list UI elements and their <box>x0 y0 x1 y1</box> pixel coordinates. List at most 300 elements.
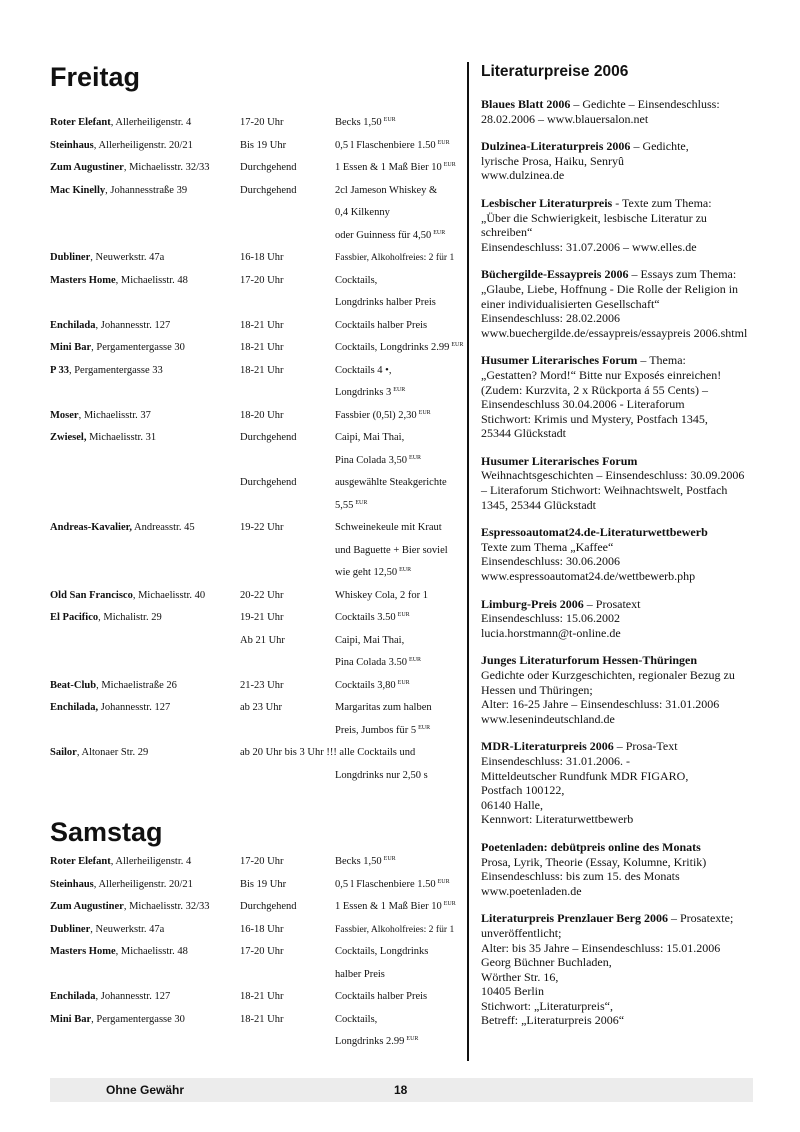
offer-text: Cocktails, <box>335 274 378 286</box>
offer-text: Fassbier, Alkoholfreies: 2 für 1 <box>335 252 455 263</box>
prize-entry <box>481 840 771 898</box>
offer-text: Pina Colada 3,50 <box>335 454 408 466</box>
prize-detail-line: Kennwort: Literaturwettbewerb <box>481 812 634 827</box>
venue-address: , Neuwerkstr. 47a <box>90 923 165 935</box>
table-row <box>50 1014 458 1037</box>
prize-summary: – Prosa-Text <box>613 739 678 754</box>
offer-text: Cocktails 3.50 <box>335 612 396 623</box>
prize-detail-line: Hessen und Thüringen; <box>481 682 593 697</box>
prize-name: Blaues Blatt 2006 <box>481 97 571 111</box>
prize-detail-line: 1345, 25344 Glückstadt <box>481 497 596 512</box>
prize-heading-line <box>481 911 771 926</box>
venue-name: Sailor <box>50 747 77 758</box>
offer-text: Becks 1,50 <box>335 117 382 128</box>
time-cell: 18-21 Uhr <box>240 342 284 353</box>
time-cell: Ab 21 Uhr <box>240 634 285 646</box>
offer-text: Margaritas zum halben <box>335 702 432 713</box>
venue-name: Andreas-Kavalier, <box>50 522 132 533</box>
currency-label: EUR <box>437 139 450 146</box>
prize-heading-line <box>481 739 771 754</box>
table-row <box>50 252 458 275</box>
currency-label: EUR <box>433 229 446 236</box>
prize-detail-line: schreiben“ <box>481 225 533 240</box>
offer-cell <box>335 991 427 1002</box>
table-row <box>50 432 458 455</box>
venue-name: Dubliner <box>50 923 91 935</box>
offer-cell <box>335 522 442 533</box>
offer-cell <box>335 612 410 623</box>
time-cell: 19-22 Uhr <box>240 522 284 533</box>
offer-cell <box>335 387 405 398</box>
prize-heading-line <box>481 597 771 612</box>
venue-cell <box>50 365 163 376</box>
offer-text: Caipi, Mai Thai, <box>335 432 405 443</box>
table-row <box>50 657 458 680</box>
venue-address: , Michaelistraße 26 <box>96 679 177 691</box>
prize-name: Husumer Literarisches Forum <box>481 353 638 368</box>
offer-text: 1 Essen & 1 Maß Bier 10 <box>335 901 442 912</box>
prize-heading-line <box>481 196 771 211</box>
offer-cell <box>335 500 367 511</box>
time-cell: Durchgehend <box>240 477 297 488</box>
prize-heading-line <box>481 353 771 368</box>
venue-cell <box>50 946 188 957</box>
offer-text: Whiskey Cola, 2 for 1 <box>335 589 429 601</box>
prize-detail-line: www.poetenladen.de <box>481 883 582 898</box>
table-row <box>50 635 458 658</box>
table-row <box>50 567 458 590</box>
prize-detail-line: Stichwort: „Literaturpreis“, <box>481 998 613 1013</box>
prize-detail-line: Betreff: „Literaturpreis 2006“ <box>481 1013 625 1028</box>
venue-address: , Pergamentergasse 30 <box>91 1013 185 1025</box>
venue-cell <box>50 162 210 173</box>
offer-text: 5,55 <box>335 499 354 511</box>
table-row <box>50 117 458 140</box>
prize-summary: – Prosatexte; <box>667 911 734 926</box>
offer-text: Fassbier (0,5l) 2,30 <box>335 409 417 421</box>
currency-label: EUR <box>437 878 450 885</box>
venue-name: Moser <box>50 409 79 421</box>
time-cell: 17-20 Uhr <box>240 274 284 286</box>
venue-address: , Johannesstr. 127 <box>95 991 171 1002</box>
currency-label: EUR <box>399 567 412 573</box>
time-cell: 16-18 Uhr <box>240 252 284 263</box>
venue-address: , Allerheiligenstr. 4 <box>110 117 192 128</box>
prize-entry <box>481 597 771 641</box>
prize-detail-line: www.lesenindeutschland.de <box>481 711 615 726</box>
time-cell: 17-20 Uhr <box>240 117 284 128</box>
table-row <box>50 185 458 208</box>
time-cell: Durchgehend <box>240 162 297 173</box>
prize-detail-line: www.buechergilde.de/essaypreis/essaypreis 2006.shtml <box>481 325 748 340</box>
table-row <box>50 680 458 703</box>
offer-text: Longdrinks 2.99 <box>335 1036 405 1047</box>
venue-name: Enchilada <box>50 319 96 331</box>
offer-cell <box>335 432 404 443</box>
offer-cell <box>335 342 463 353</box>
currency-label: EUR <box>409 454 422 461</box>
offer-text: 2cl Jameson Whiskey & <box>335 184 438 196</box>
offer-cell <box>335 567 411 578</box>
prize-detail-line: 28.02.2006 – www.blauersalon.net <box>481 111 649 126</box>
venue-cell <box>50 275 188 286</box>
currency-label: EUR <box>383 856 396 862</box>
prize-name: Büchergilde-Essaypreis 2006 <box>481 267 629 282</box>
time-cell: ab 20 Uhr bis 3 Uhr !!! alle Cocktails und <box>240 747 416 758</box>
time-cell: 17-20 Uhr <box>240 856 284 867</box>
prize-name: Poetenladen: debütpreis online des Monats <box>481 839 701 854</box>
prize-detail-line: Einsendeschluss: 30.06.2006 <box>481 554 620 569</box>
table-row <box>50 207 458 230</box>
time-cell: Bis 19 Uhr <box>240 878 287 890</box>
venue-cell <box>50 117 191 128</box>
prize-summary: - Texte zum Thema: <box>612 195 712 210</box>
offer-text: Longdrinks nur 2,50 s <box>335 769 428 781</box>
friday-list <box>50 117 464 792</box>
currency-label: EUR <box>418 409 431 416</box>
venue-address: , Michalistr. 29 <box>98 612 162 623</box>
prize-name: Literaturpreis Prenzlauer Berg 2006 <box>481 911 668 926</box>
currency-label: EUR <box>443 901 456 907</box>
venue-address: , Allerheiligenstr. 20/21 <box>93 878 193 890</box>
offer-text: Becks 1,50 <box>335 856 382 867</box>
venue-cell <box>50 901 210 912</box>
offer-cell <box>335 635 404 646</box>
prize-entry <box>481 353 771 441</box>
prize-detail-line: Prosa, Lyrik, Theorie (Essay, Kolumne, Kritik) <box>481 854 707 869</box>
footer-disclaimer: Ohne Gewähr <box>106 1083 185 1097</box>
prize-name: MDR-Literaturpreis 2006 <box>481 739 614 754</box>
prize-heading-line <box>481 653 771 668</box>
offer-text: wie geht 12,50 <box>335 567 398 578</box>
offer-text: Longdrinks 3 <box>335 387 392 398</box>
prize-detail-line: www.espressoautomat24.de/wettbewerb.php <box>481 569 696 584</box>
time-cell: 21-23 Uhr <box>240 679 284 691</box>
venue-cell <box>50 522 195 533</box>
time-cell: Durchgehend <box>240 901 297 912</box>
prize-detail-line: Alter: 16-25 Jahre – Einsendeschluss: 31.01.2006 <box>481 697 720 712</box>
table-row <box>50 500 458 523</box>
offer-cell <box>335 725 430 736</box>
table-row <box>50 140 458 163</box>
venue-name: Enchilada <box>50 991 96 1002</box>
column-divider <box>467 62 469 1061</box>
currency-label: EUR <box>451 342 464 348</box>
prize-detail-line: „Glaube, Liebe, Hoffnung - Die Rolle der Religion in <box>481 281 739 296</box>
venue-name: Zwiesel, <box>50 432 87 443</box>
offer-text: Cocktails, <box>335 1013 378 1025</box>
prize-detail-line: lucia.horstmann@t-online.de <box>481 625 621 640</box>
offer-cell <box>335 455 421 466</box>
prize-summary: – Gedichte, <box>630 139 689 154</box>
table-row <box>50 879 458 902</box>
offer-cell <box>335 140 450 151</box>
venue-name: El Pacifico <box>50 612 99 623</box>
offer-cell <box>335 117 396 128</box>
prize-list <box>481 97 771 1028</box>
prize-entry <box>481 454 771 512</box>
prize-detail-line: 25344 Glückstadt <box>481 426 566 441</box>
offer-text: 0,4 Kilkenny <box>335 207 390 218</box>
offer-text: 1 Essen & 1 Maß Bier 10 <box>335 162 442 173</box>
venue-cell <box>50 185 187 196</box>
offer-cell <box>335 162 456 173</box>
table-row <box>50 770 458 793</box>
prize-entry <box>481 97 771 126</box>
venue-address: , Michaelisstr. 32/33 <box>123 901 210 912</box>
offer-cell <box>335 969 385 980</box>
venue-address: , Johannesstraße 39 <box>105 184 188 196</box>
table-row <box>50 387 458 410</box>
prize-detail-line: Einsendeschluss: 31.07.2006 – www.elles.de <box>481 239 697 254</box>
prize-entry <box>481 267 771 340</box>
offer-cell <box>335 297 436 308</box>
venue-cell <box>50 1014 185 1025</box>
table-row <box>50 455 458 478</box>
prize-detail-line: Gedichte oder Kurzgeschichten, regionaler Bezug zu <box>481 668 735 682</box>
venue-address: , Michaelisstr. 48 <box>115 274 188 286</box>
offer-cell <box>335 879 450 890</box>
offer-text: Schweinekeule mit Kraut <box>335 522 442 533</box>
offer-text: 0,5 l Flaschenbiere 1.50 <box>335 878 436 890</box>
table-row <box>50 969 458 992</box>
venue-cell <box>50 856 191 867</box>
venue-address: Michaelisstr. 31 <box>86 432 157 443</box>
time-cell: 18-21 Uhr <box>240 991 284 1002</box>
offer-cell <box>335 924 454 935</box>
offer-cell <box>335 657 421 668</box>
offer-cell <box>335 365 391 376</box>
offer-text: Cocktails 4 •, <box>335 364 392 376</box>
currency-label: EUR <box>418 724 431 731</box>
time-cell: ab 23 Uhr <box>240 702 282 713</box>
venue-cell <box>50 680 177 691</box>
prize-heading-line <box>481 139 771 154</box>
offer-cell <box>335 946 428 957</box>
offer-cell <box>335 856 396 867</box>
offer-cell <box>335 1014 377 1025</box>
prize-name: Espressoautomat24.de-Literaturwettbewerb <box>481 525 708 540</box>
venue-address: Johannesstr. 127 <box>98 702 171 713</box>
venue-cell <box>50 747 148 758</box>
venue-address: , Allerheiligenstr. 20/21 <box>93 139 193 151</box>
venue-cell <box>50 590 205 601</box>
table-row <box>50 612 458 635</box>
prize-detail-line: Einsendeschluss: bis zum 15. des Monats <box>481 869 680 884</box>
prize-heading-line <box>481 97 771 112</box>
offer-cell <box>335 590 428 601</box>
offer-cell <box>335 702 432 713</box>
currency-label: EUR <box>397 612 410 618</box>
offer-text: halber Preis <box>335 968 385 980</box>
offer-text: Cocktails halber Preis <box>335 319 428 331</box>
offer-cell <box>335 230 445 241</box>
prize-detail-line: 06140 Halle, <box>481 797 543 812</box>
table-row <box>50 320 458 343</box>
currency-label: EUR <box>393 387 406 393</box>
venue-name: Dubliner <box>50 252 91 263</box>
prize-heading-line <box>481 525 771 540</box>
table-row <box>50 856 458 879</box>
prize-heading-line <box>481 840 771 855</box>
prize-detail-line: Einsendeschluss: 28.02.2006 <box>481 311 620 326</box>
table-row <box>50 702 458 725</box>
venue-cell <box>50 879 193 890</box>
saturday-heading: Samstag <box>50 817 163 847</box>
page-number: 18 <box>394 1083 408 1097</box>
table-row <box>50 275 458 298</box>
offer-cell <box>335 207 390 218</box>
venue-name: Roter Elefant <box>50 856 111 867</box>
offer-text: 0,5 l Flaschenbiere 1.50 <box>335 139 436 151</box>
page-footer <box>50 1078 753 1102</box>
venue-name: Mac Kinelly <box>50 184 106 196</box>
table-row <box>50 230 458 253</box>
offer-text: Preis, Jumbos für 5 <box>335 724 417 736</box>
saturday-list <box>50 856 458 1059</box>
friday-heading: Freitag <box>50 62 141 92</box>
prize-entry <box>481 196 771 254</box>
offer-cell <box>335 770 428 781</box>
prize-detail-line: Einsendeschluss 30.04.2006 - Literaforum <box>481 397 685 412</box>
time-cell: Durchgehend <box>240 432 297 443</box>
offer-cell <box>335 275 377 286</box>
prize-entry <box>481 911 771 1028</box>
prize-detail-line: Mitteldeutscher Rundfunk MDR FIGARO, <box>481 768 689 783</box>
table-row <box>50 477 458 500</box>
prize-name: Lesbischer Literaturpreis <box>481 195 613 210</box>
prize-entry <box>481 739 771 827</box>
prize-detail-line: Einsendeschluss: 31.01.2006. - <box>481 753 630 768</box>
prize-name: Dulzinea-Literaturpreis 2006 <box>481 139 631 154</box>
currency-label: EUR <box>443 162 456 168</box>
prize-entry <box>481 653 771 726</box>
venue-name: Enchilada, <box>50 702 99 713</box>
offer-cell <box>335 1036 418 1047</box>
offer-text: und Baguette + Bier soviel <box>335 544 448 556</box>
offer-text: Longdrinks halber Preis <box>335 297 436 308</box>
venue-cell <box>50 252 164 263</box>
table-row <box>50 991 458 1014</box>
venue-name: Beat-Club <box>50 679 97 691</box>
table-row <box>50 924 458 947</box>
prize-summary: – Essays zum Thema: <box>628 267 737 282</box>
offer-text: Cocktails, Longdrinks 2.99 <box>335 342 450 353</box>
prize-name: Husumer Literarisches Forum <box>481 453 638 468</box>
venue-name: P 33 <box>50 364 69 376</box>
offer-cell <box>335 185 437 196</box>
time-cell: 18-21 Uhr <box>240 1013 284 1025</box>
prize-detail-line: unveröffentlicht; <box>481 925 562 940</box>
prize-summary: – Gedichte – Einsendeschluss: <box>570 97 720 111</box>
venue-address: , Allerheiligenstr. 4 <box>110 856 192 867</box>
prize-detail-line: Einsendeschluss: 15.06.2002 <box>481 611 620 626</box>
time-cell: Bis 19 Uhr <box>240 139 287 151</box>
venue-name: Zum Augustiner <box>50 901 124 912</box>
venue-name: Mini Bar <box>50 1013 92 1025</box>
offer-text: oder Guinness für 4,50 <box>335 229 432 241</box>
prize-detail-line: Postfach 100122, <box>481 783 565 798</box>
offer-cell <box>335 320 427 331</box>
time-cell: 17-20 Uhr <box>240 946 284 957</box>
table-row <box>50 162 458 185</box>
offer-text: ausgewählte Steakgerichte <box>335 477 447 488</box>
prizes-title: Literaturpreise 2006 <box>481 63 629 80</box>
prize-detail-line: Georg Büchner Buchladen, <box>481 955 612 970</box>
table-row <box>50 1036 458 1059</box>
venue-address: , Neuwerkstr. 47a <box>90 252 165 263</box>
prize-detail-line: „Über die Schwierigkeit, lesbische Literatur zu <box>481 210 707 225</box>
venue-name: Roter Elefant <box>50 117 111 128</box>
time-cell: 18-21 Uhr <box>240 319 284 331</box>
prize-name: Limburg-Preis 2006 <box>481 596 584 611</box>
offer-text: Cocktails halber Preis <box>335 991 428 1002</box>
venue-name: Old San Francisco <box>50 589 133 601</box>
venue-address: , Pergamentergasse 33 <box>68 364 163 376</box>
venue-name: Mini Bar <box>50 342 92 353</box>
prize-detail-line: einer individualisierten Gesellschaft“ <box>481 296 660 311</box>
venue-cell <box>50 342 185 353</box>
venue-address: , Altonaer Str. 29 <box>76 747 149 758</box>
table-row <box>50 410 458 433</box>
offer-cell <box>335 477 447 488</box>
venue-cell <box>50 140 193 151</box>
offer-cell <box>335 901 456 912</box>
venue-cell <box>50 320 170 331</box>
currency-label: EUR <box>397 679 410 686</box>
venue-cell <box>50 410 151 421</box>
offer-cell <box>335 545 448 556</box>
prize-detail-line: – Literaforum Stichwort: Weihnachtswelt, Postfach <box>481 483 728 498</box>
venue-name: Zum Augustiner <box>50 162 124 173</box>
venue-cell <box>50 432 156 443</box>
table-row <box>50 297 458 320</box>
table-row <box>50 522 458 545</box>
table-row <box>50 747 458 770</box>
time-cell: 18-20 Uhr <box>240 409 284 421</box>
offer-cell <box>335 252 454 263</box>
currency-label: EUR <box>355 499 368 506</box>
prize-detail-line: (Zudem: Kurzvita, 2 x Rückporta á 55 Cents) – <box>481 382 708 397</box>
prize-detail-line: Wörther Str. 16, <box>481 969 559 984</box>
offer-cell <box>335 680 410 691</box>
table-row <box>50 901 458 924</box>
offer-cell <box>335 410 431 421</box>
venue-address: , Michaelisstr. 48 <box>115 946 188 957</box>
prize-detail-line: „Gestatten? Mord!“ Bitte nur Exposés einreichen! <box>481 367 722 382</box>
time-cell: 18-21 Uhr <box>240 364 284 376</box>
table-row <box>50 946 458 969</box>
venue-cell <box>50 924 164 935</box>
offer-text: Cocktails, Longdrinks <box>335 946 429 957</box>
venue-name: Steinhaus <box>50 878 94 890</box>
offer-text: Cocktails 3,80 <box>335 679 396 691</box>
venue-address: Andreasstr. 45 <box>131 522 195 533</box>
venue-address: , Michaelisstr. 40 <box>132 589 206 601</box>
prize-detail-line: lyrische Prosa, Haiku, Senryû <box>481 153 624 168</box>
venue-name: Masters Home <box>50 274 116 286</box>
currency-label: EUR <box>409 657 422 663</box>
venue-address: , Pergamentergasse 30 <box>91 342 185 353</box>
venue-cell <box>50 612 162 623</box>
venue-address: , Michaelisstr. 32/33 <box>123 162 210 173</box>
time-cell: 19-21 Uhr <box>240 612 284 623</box>
table-row <box>50 342 464 365</box>
table-row <box>50 365 458 388</box>
venue-name: Steinhaus <box>50 139 94 151</box>
prize-entry <box>481 139 771 183</box>
time-cell: Durchgehend <box>240 184 297 196</box>
